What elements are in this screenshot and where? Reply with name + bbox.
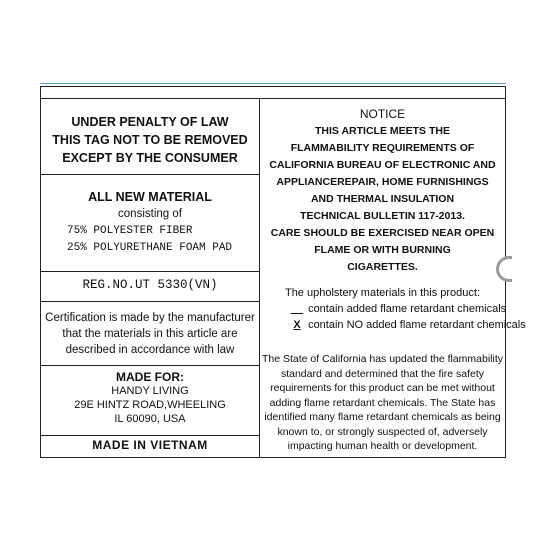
- material-box: [41, 175, 259, 272]
- penalty-line: UNDER PENALTY OF LAW: [71, 115, 229, 129]
- option-text: contain added flame retardant chemicals: [308, 303, 507, 315]
- option-mark: X: [293, 319, 301, 331]
- reg-number: REG.NO.UT 5330(VN): [82, 278, 218, 292]
- statement-line: impacting human health or development.: [287, 440, 478, 452]
- statement-line: adding flame retardant chemicals. The State has: [269, 396, 496, 409]
- material-title: ALL NEW MATERIAL: [88, 190, 212, 204]
- notice-line: CARE SHOULD BE EXERCISED NEAR OPEN: [270, 227, 495, 239]
- top-strip: [41, 87, 505, 99]
- scroll-handle-inner: [499, 259, 512, 279]
- statement-line: identified many flame retardant chemicals as being: [264, 411, 501, 423]
- option-text: contain NO added flame retardant chemicals: [308, 319, 526, 331]
- made-for-line: HANDY LIVING: [111, 385, 189, 397]
- made-in-box: [41, 436, 259, 457]
- notice-block: [260, 99, 505, 276]
- option-mark: __: [290, 303, 304, 315]
- upholstery-block: [260, 285, 526, 333]
- statement-line: requirements for this product can be met without: [270, 382, 495, 394]
- notice-title: NOTICE: [359, 107, 406, 121]
- material-item: 75% POLYESTER FIBER: [67, 225, 193, 237]
- right-column: [260, 99, 526, 457]
- notice-line: TECHNICAL BULLETIN 117-2013.: [300, 210, 465, 222]
- notice-line: AND THERMAL INSULATION: [310, 193, 455, 205]
- reg-number-box: [41, 272, 259, 302]
- statement-line: known to, or strongly suspected of, adversely: [277, 425, 488, 438]
- certification-line: Certification is made by the manufacturer: [45, 312, 255, 324]
- penalty-line: THIS TAG NOT TO BE REMOVED: [52, 133, 248, 147]
- notice-line: CIGARETTES.: [347, 261, 418, 273]
- upholstery-option: [260, 301, 505, 317]
- statement-line: standard and determined that the fire safety: [280, 367, 485, 380]
- notice-line: FLAMMABILITY REQUIREMENTS OF: [290, 142, 475, 154]
- made-in-text: MADE IN VIETNAM: [92, 438, 208, 452]
- certification-box: [41, 302, 259, 366]
- certification-line: that the materials in this article are: [62, 328, 238, 340]
- california-statement: [260, 352, 505, 454]
- certification-line: described in accordance with law: [65, 344, 235, 356]
- notice-line: CALIFORNIA BUREAU OF ELECTRONIC AND: [269, 159, 496, 171]
- notice-line: THIS ARTICLE MEETS THE: [315, 125, 450, 137]
- penalty-line: EXCEPT BY THE CONSUMER: [62, 151, 238, 165]
- made-for-title: MADE FOR:: [116, 370, 184, 384]
- statement-line: The State of California has updated the flammability: [261, 353, 504, 365]
- material-item: 25% POLYURETHANE FOAM PAD: [67, 242, 233, 254]
- penalty-box: [41, 99, 259, 175]
- made-for-box: [41, 366, 259, 436]
- upholstery-option: [260, 317, 526, 333]
- made-for-line: IL 60090, USA: [114, 413, 186, 425]
- made-for-line: 29E HINTZ ROAD,WHEELING: [74, 399, 226, 411]
- material-consisting: consisting of: [118, 208, 182, 220]
- notice-line: FLAME OR WITH BURNING: [314, 244, 451, 256]
- upholstery-heading: The upholstery materials in this product:: [284, 287, 481, 299]
- left-column: [41, 99, 260, 457]
- notice-line: APPLIANCEREPAIR, HOME FURNISHINGS: [276, 176, 489, 188]
- law-label-tag: [40, 86, 526, 458]
- top-accent-line: [40, 83, 506, 84]
